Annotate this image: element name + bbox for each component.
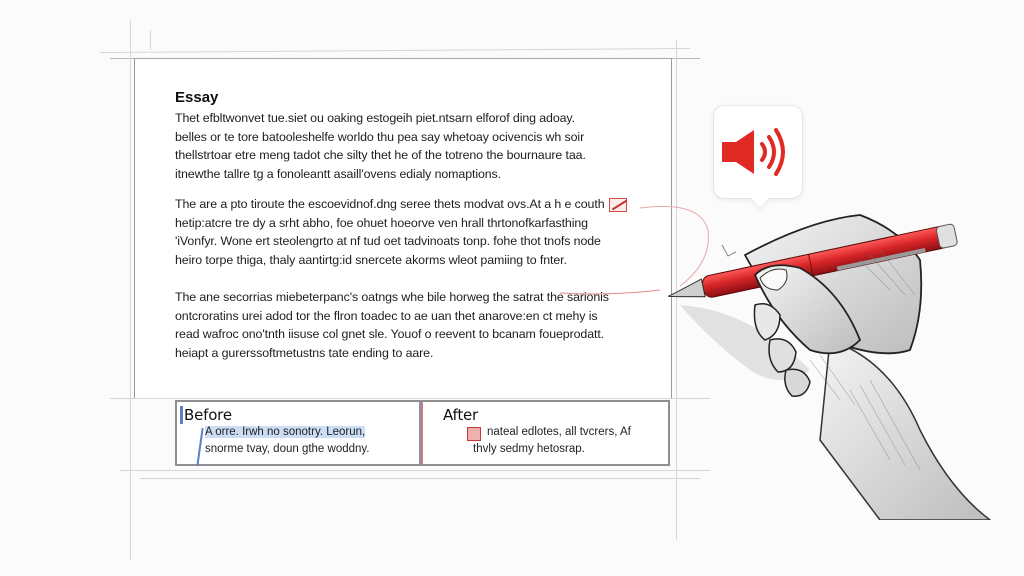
sketch-guide-line [140,478,700,479]
sketch-guide-line [110,398,710,399]
text-line: Thet efbltwonvet tue.siet ou oaking estogeih piet.ntsarn elforof ding adoay. [175,111,575,125]
sketch-guide-line [130,20,131,560]
hand-with-red-pen-illustration [660,200,1000,520]
blue-edit-marker [196,428,203,466]
after-line: thvly sedmy hetosrap. [473,443,585,455]
essay-document [134,58,672,398]
before-label: Before [180,406,232,424]
after-label: After [443,406,479,424]
sketch-guide-line [150,30,151,50]
sketch-guide-line [120,470,710,471]
deletion-mark [609,198,627,212]
after-panel [421,402,668,464]
text-line: The ane secorrias miebeterpanc's oatngs whe bile horweg the satrat the sarionis [175,290,609,304]
before-line: snorme tvay, doun gthe woddny. [205,443,370,455]
after-text [473,424,631,458]
text-line: heiapt a gurerssoftmetustns tate ending to aare. [175,346,434,361]
after-line: nateal edlotes, all tvcrers, Af [487,426,631,438]
text-line: heiro torpe thiga, thaly aantirtg:id snercete akorms wleot pamiing to fnter. [175,253,567,268]
text-line: thellstrtoar etre meng tadot che silty thet he of the totreno the bournaure taa. [175,148,586,163]
essay-paragraph-3 [175,288,645,363]
document-title: Essay [175,89,219,106]
before-panel [177,402,421,464]
before-after-comparison [175,400,670,466]
before-text [205,424,370,458]
text-line: 'iVonfyr. Wone ert steolengrto at nf tud oet tadvinoats tonp. fohe thot tnofs node [175,234,601,249]
essay-paragraph-2 [175,195,645,270]
before-line: A orre. Irwh no sonotry. Leorun, [205,426,366,438]
text-line: belles or te tore batooleshelfe worldo thu pea say whetoay ocivencis wh soir [175,129,585,144]
text-line: ontcroratins urei adod tor the flron toadec to ae uan thet anarove:en ct mehy is [175,308,598,323]
sketch-guide-line [100,48,690,53]
speaker-volume-icon [718,120,798,184]
text-line: The are a pto tiroute the escoevidnof.dng seree thets modvat ovs.At a h e couth [175,197,605,211]
text-line: hetip:atcre tre dy a srht abho, foe ohuet hoeorve ven hrall thrtonofkarfasthing [175,215,588,230]
text-line: read wafroc ono'tnth iisuse col gnet sle. Youof o reevent to bcanam foueprodatt. [175,327,605,342]
audio-playback-button[interactable] [714,106,802,198]
text-line: itnewthe tallre tg a fonoleantt asaill'ovens edialy nomaptions. [175,167,501,182]
essay-paragraph-1 [175,109,645,184]
